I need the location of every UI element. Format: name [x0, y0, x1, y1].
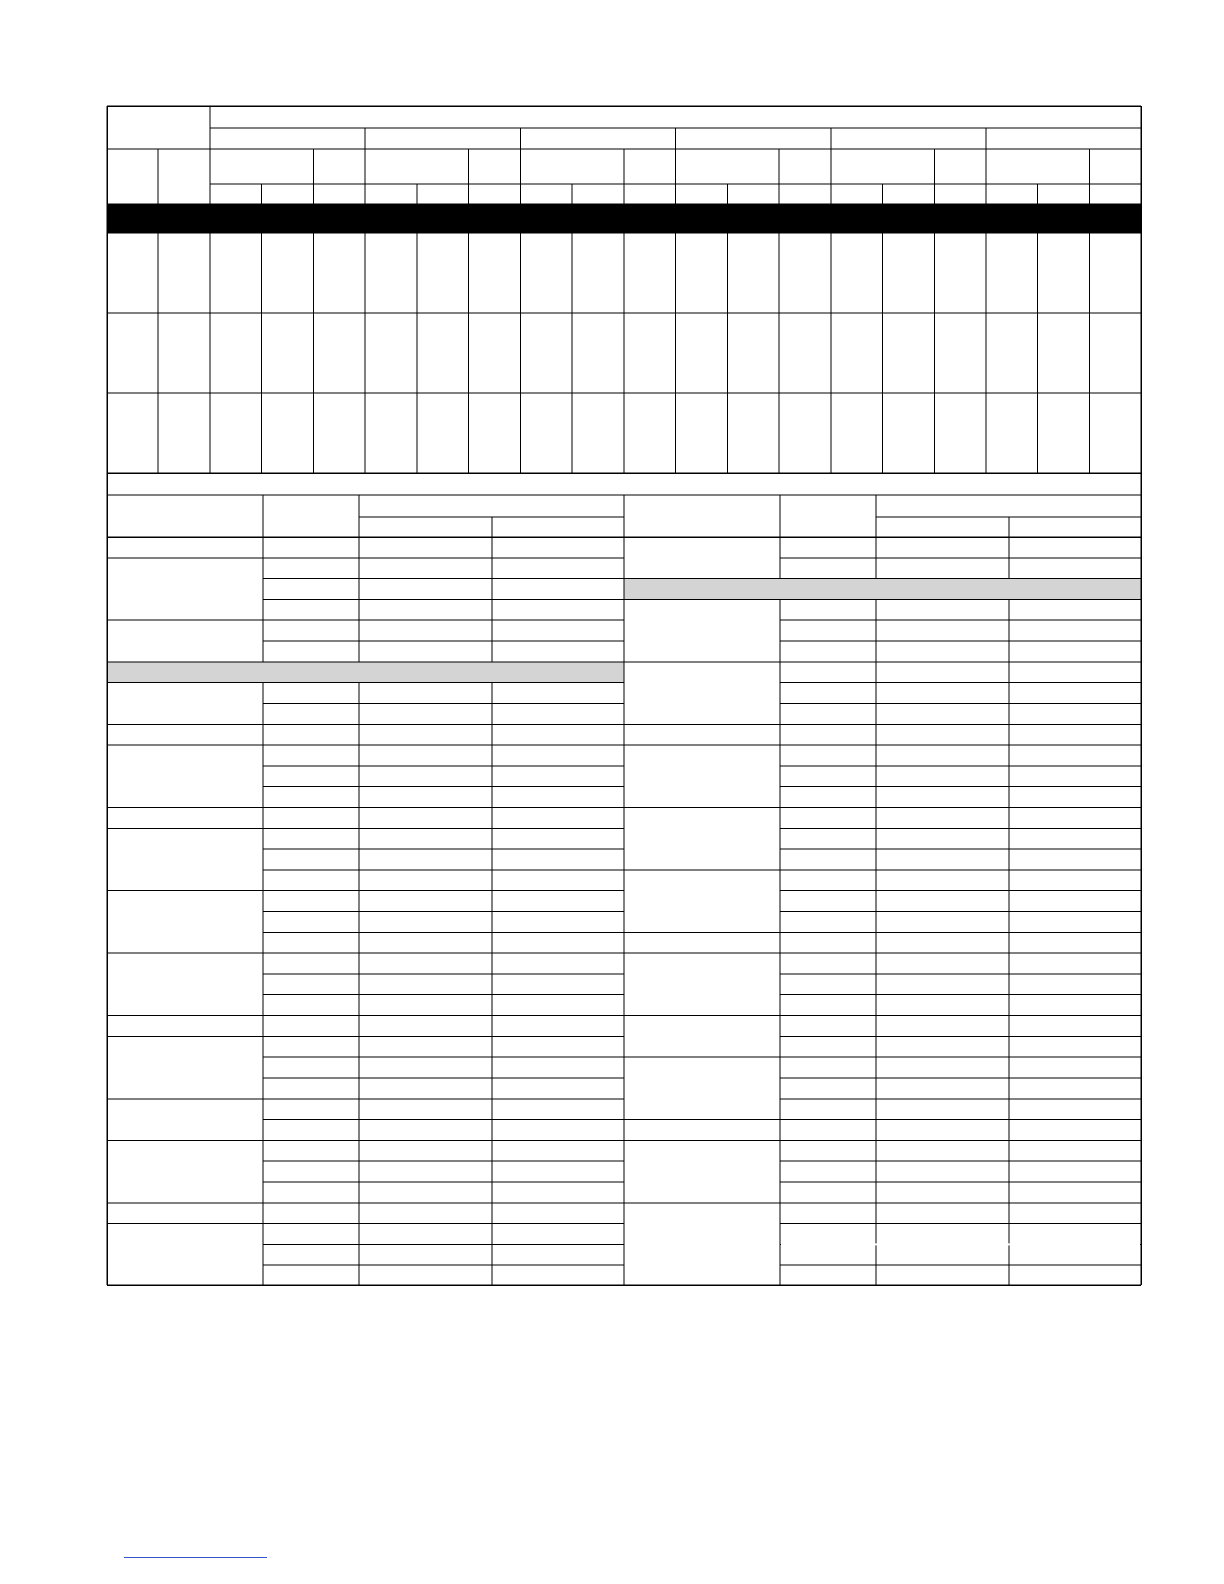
footnote-rule	[124, 1557, 267, 1558]
top-table-black-band	[107, 204, 1141, 233]
top-table	[107, 106, 1141, 473]
bottom-table-gray-band	[107, 662, 624, 683]
bottom-table-gray-band	[624, 579, 1141, 600]
bottom-table	[107, 473, 1141, 1286]
bottom-table-merged-cell	[781, 1243, 1140, 1245]
